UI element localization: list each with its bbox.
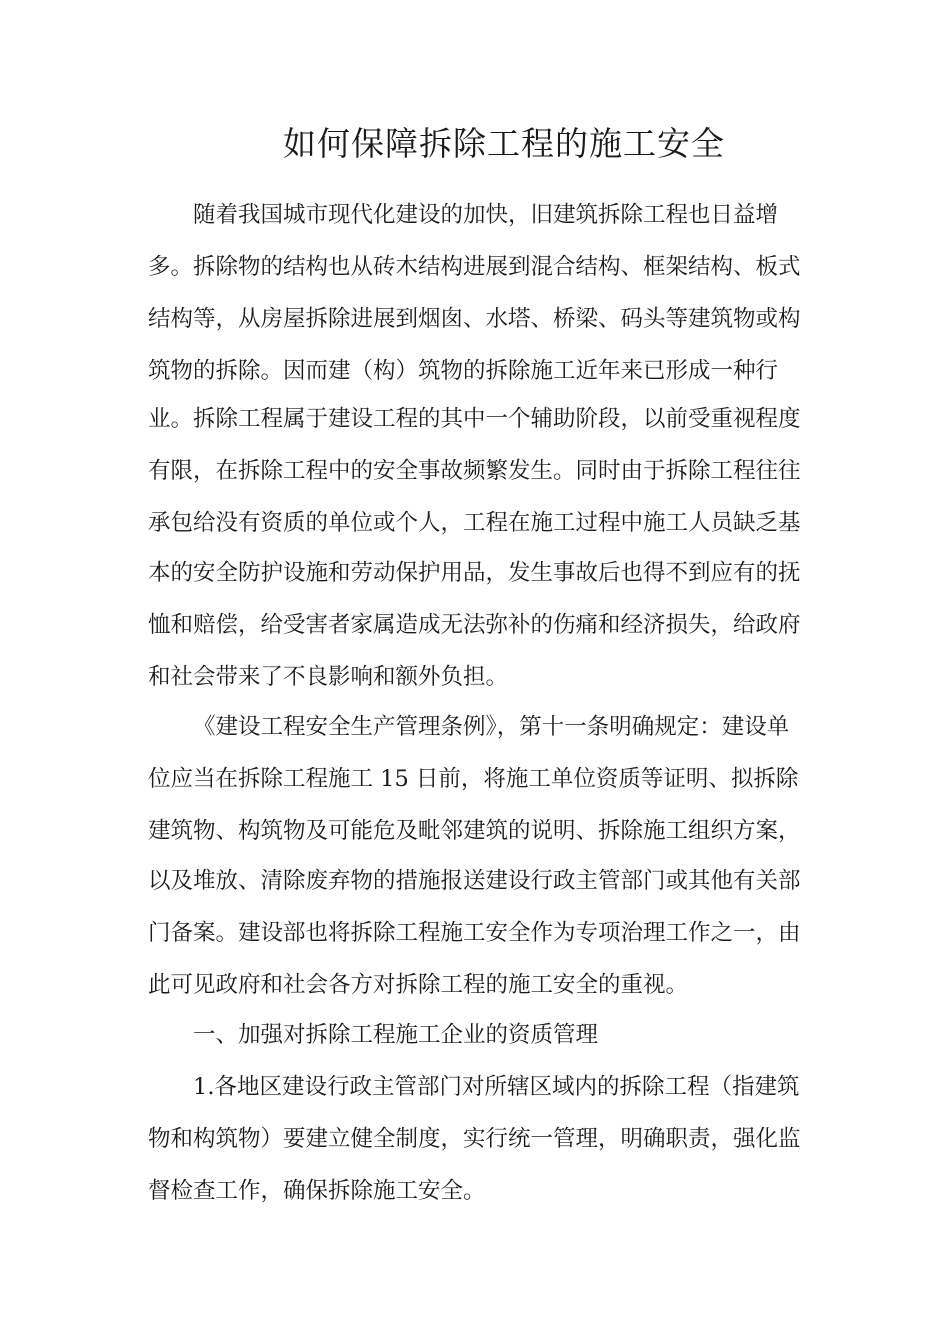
paragraph-1-line-4: 筑物的拆除。因而建（构）筑物的拆除施工近年来已形成一种行 xyxy=(148,358,779,384)
paragraph-2-line-5: 门备案。建设部也将拆除工程施工安全作为专项治理工作之一，由 xyxy=(148,920,801,946)
document-title: 如何保障拆除工程的施工安全 xyxy=(283,124,725,163)
paragraph-1-line-1: 随着我国城市现代化建设的加快，旧建筑拆除工程也日益增 xyxy=(193,202,779,228)
paragraph-2-line-2: 位应当在拆除工程施工 15 日前，将施工单位资质等证明、拟拆除 xyxy=(148,766,799,792)
section-heading-1: 一、加强对拆除工程施工企业的资质管理 xyxy=(193,1022,599,1048)
paragraph-3-line-1: 1.各地区建设行政主管部门对所辖区域内的拆除工程（指建筑 xyxy=(193,1074,800,1100)
paragraph-1-line-2: 多。拆除物的结构也从砖木结构进展到混合结构、框架结构、板式 xyxy=(148,254,801,280)
paragraph-3-line-2: 物和构筑物）要建立健全制度，实行统一管理，明确职责，强化监 xyxy=(148,1126,801,1152)
paragraph-1-line-10: 和社会带来了不良影响和额外负担。 xyxy=(148,664,509,690)
paragraph-1-line-8: 本的安全防护设施和劳动保护用品，发生事故后也得不到应有的抚 xyxy=(148,560,801,586)
paragraph-1-line-7: 承包给没有资质的单位或个人，工程在施工过程中施工人员缺乏基 xyxy=(148,510,801,536)
paragraph-1-line-9: 恤和赔偿，给受害者家属造成无法弥补的伤痛和经济损失，给政府 xyxy=(148,612,801,638)
paragraph-2-line-6: 此可见政府和社会各方对拆除工程的施工安全的重视。 xyxy=(148,972,689,998)
paragraph-2-line-1: 《建设工程安全生产管理条例》，第十一条明确规定：建设单 xyxy=(193,714,790,740)
paragraph-1-line-3: 结构等，从房屋拆除进展到烟囱、水塔、桥梁、码头等建筑物或构 xyxy=(148,306,801,332)
paragraph-2-line-4: 以及堆放、清除废弃物的措施报送建设行政主管部门或其他有关部 xyxy=(148,868,801,894)
paragraph-1-line-6: 有限，在拆除工程中的安全事故频繁发生。同时由于拆除工程往往 xyxy=(148,458,801,484)
paragraph-2-line-3: 建筑物、构筑物及可能危及毗邻建筑的说明、拆除施工组织方案， xyxy=(148,818,801,844)
paragraph-1-line-5: 业。拆除工程属于建设工程的其中一个辅助阶段，以前受重视程度 xyxy=(148,406,801,432)
paragraph-3-line-3: 督检查工作，确保拆除施工安全。 xyxy=(148,1178,486,1204)
